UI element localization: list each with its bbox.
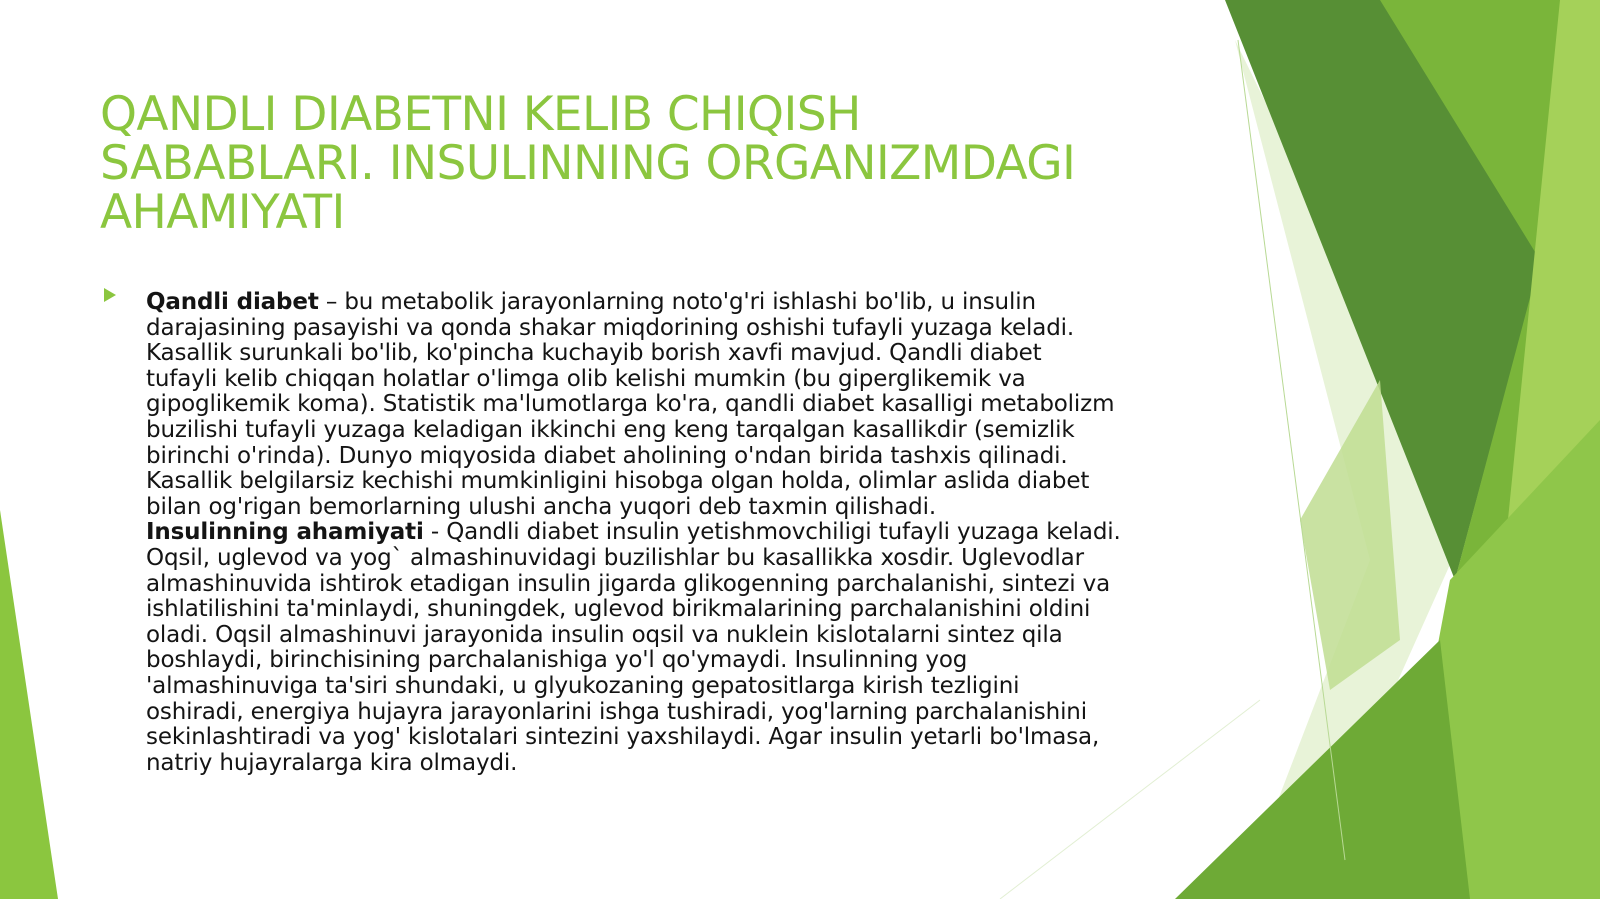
left-green-shape bbox=[0, 510, 58, 899]
body-line: bilan og'rigan bemorlarning ulushi ancha yuqori deb taxmin qilishadi. bbox=[146, 493, 937, 520]
slide-body-text bbox=[146, 290, 1206, 776]
slide-title-line: QANDLI DIABETNI KELIB CHIQISH bbox=[100, 87, 861, 142]
slide-title-line: SABABLARI. INSULINNING ORGANIZMDAGI bbox=[100, 136, 1076, 191]
body-line: buzilishi tufayli yuzaga keladigan ikkinchi eng keng tarqalgan kasallikdir (semizlik bbox=[146, 416, 1075, 443]
body-line: natriy hujayralarga kira olmaydi. bbox=[146, 749, 518, 776]
body-line: oladi. Oqsil almashinuvi jarayonida insulin oqsil va nuklein kislotalarni sintez qila bbox=[146, 621, 1063, 648]
body-line: gipoglikemik koma). Statistik ma'lumotlarga ko'ra, qandli diabet kasalligi metabolizm bbox=[146, 391, 1115, 418]
body-line bbox=[146, 290, 1206, 316]
body-line: tufayli kelib chiqqan holatlar o'limga olib kelishi mumkin (bu giperglikemik va bbox=[146, 365, 1026, 392]
bullet-arrow-icon bbox=[104, 288, 116, 302]
body-line: ishlatilishini ta'minlaydi, shuningdek, uglevod birikmalarining parchalanishini oldini bbox=[146, 596, 1091, 623]
right-bottom-facet bbox=[1175, 640, 1470, 899]
body-line: Oqsil, uglevod va yog` almashinuvidagi buzilishlar bu kasallikka xosdir. Uglevodlar bbox=[146, 544, 1084, 571]
body-line-text: – bu metabolik jarayonlarning noto'g'ri ishlashi bo'lib, u insulin bbox=[318, 289, 1036, 315]
slide-title-line: AHAMIYATI bbox=[100, 185, 345, 240]
body-line: darajasining pasayishi va qonda shakar miqdorining oshishi tufayli yuzaga keladi. bbox=[146, 314, 1075, 341]
term-insulinning-ahamiyati: Insulinning ahamiyati bbox=[146, 519, 424, 546]
body-line-text: - Qandli diabet insulin yetishmovchiligi tufayli yuzaga keladi. bbox=[423, 519, 1121, 546]
body-line: boshlaydi, birinchisining parchalanishiga yo'l qo'ymaydi. Insulinning yog bbox=[146, 647, 968, 674]
body-line: Kasallik belgilarsiz kechishi mumkinligini hisobga olgan holda, olimlar aslida diabet bbox=[146, 468, 1090, 495]
body-line bbox=[146, 520, 1206, 546]
body-line: sekinlashtiradi va yog' kislotalari sintezini yaxshilaydi. Agar insulin yetarli bo'lmasa, bbox=[146, 724, 1100, 751]
body-line: Kasallik surunkali bo'lib, ko'pincha kuchayib borish xavfi mavjud. Qandli diabet bbox=[146, 340, 1042, 367]
body-line: almashinuvida ishtirok etadigan insulin jigarda glikogenning parchalanishi, sintezi va bbox=[146, 570, 1111, 597]
term-qandli-diabet: Qandli diabet bbox=[146, 289, 319, 315]
body-line: 'almashinuviga ta'siri shundaki, u glyukozaning gepatositlarga kirish tezligini bbox=[146, 672, 1020, 699]
body-line: birinchi o'rinda). Dunyo miqyosida diabet aholining o'ndan birida tashxis qilinadi. bbox=[146, 442, 1068, 469]
body-line: oshiradi, energiya hujayra jarayonlarini ishga tushiradi, yog'larning parchalanishini bbox=[146, 698, 1087, 725]
slide-title bbox=[100, 87, 1220, 240]
